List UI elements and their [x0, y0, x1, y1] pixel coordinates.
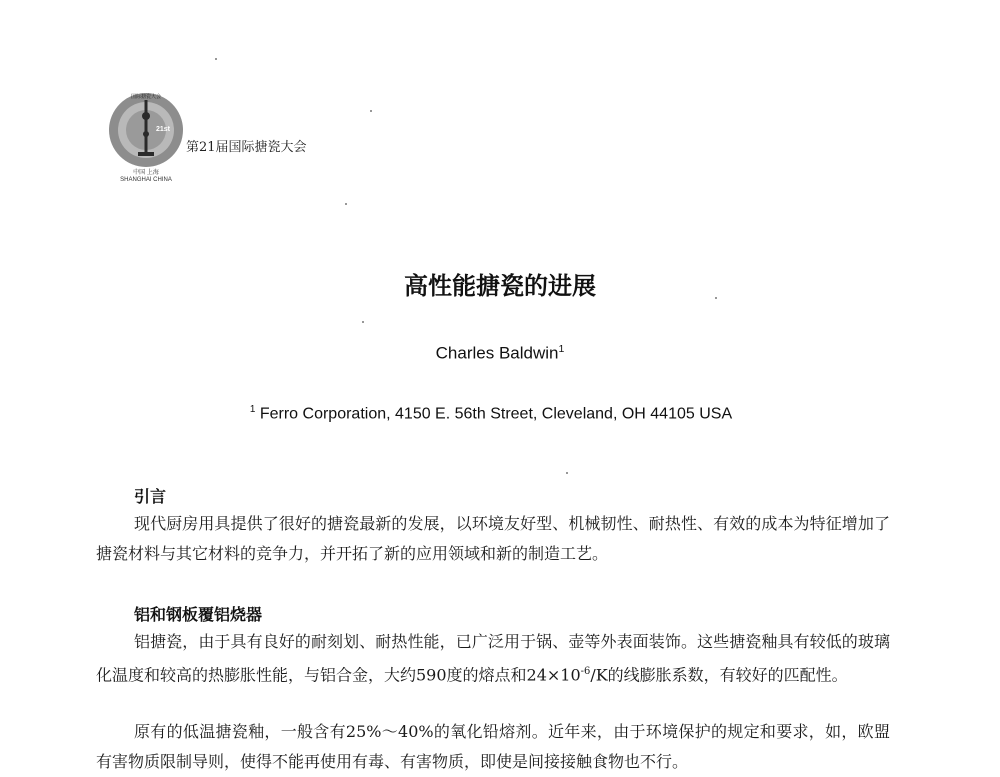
scan-speck — [215, 58, 217, 60]
author-line — [0, 343, 1000, 364]
scan-speck — [370, 110, 372, 112]
logo-caption-en: SHANGHAI CHINA — [120, 177, 172, 183]
affiliation-line — [0, 404, 982, 423]
scan-speck — [715, 297, 717, 299]
section-heading-intro: 引言 — [134, 487, 167, 506]
logo-top-text: 国际搪瓷大会 — [130, 94, 162, 100]
scan-speck — [345, 203, 347, 205]
aluminum-paragraph-2: 原有的低温搪瓷釉，一般含有25%～40%的氧化铅熔剂。近年来，由于环境保护的规定和要求，如，欧盟有害物质限制导则，使得不能再使用有毒、有害物质，即使是间接接触食物也不行。 — [96, 722, 890, 771]
section-heading-aluminum: 铝和钢板覆铝烧器 — [134, 605, 263, 624]
affiliation-superscript: 1 — [249, 404, 256, 415]
scan-speck — [566, 472, 568, 474]
paper-title: 高性能搪瓷的进展 — [404, 272, 596, 300]
author-superscript: 1 — [558, 343, 565, 355]
exponent: -6 — [580, 666, 591, 677]
logo-caption — [110, 170, 182, 184]
scan-speck — [362, 321, 364, 323]
logo-badge-text: 21st — [156, 126, 171, 133]
aluminum-paragraph-1 — [96, 627, 890, 690]
logo-caption-cn: 中国 上海 — [133, 170, 159, 176]
aluminum-paragraph-1-tail: /K的线膨胀系数，有较好的匹配性。 — [590, 665, 848, 685]
aluminum-paragraph-1-text: 铝搪瓷，由于具有良好的耐刻划、耐热性能，已广泛用于锅、壶等外表面装饰。这些搪瓷釉具有较低的玻璃化温度和较高的热膨胀性能，与铝合金，大约590度的熔点和24×10 — [96, 632, 890, 685]
intro-paragraph: 现代厨房用具提供了很好的搪瓷最新的发展，以环境友好型、机械韧性、耐热性、有效的成本为特征增加了搪瓷材料与其它材料的竞争力，并开拓了新的应用领域和新的制造工艺。 — [96, 514, 890, 563]
conference-name: 第21届国际搪瓷大会 — [186, 140, 307, 155]
congress-logo — [106, 90, 186, 170]
author-name: Charles Baldwin — [435, 343, 559, 363]
affiliation-text: Ferro Corporation, 4150 E. 56th Street, Cleveland, OH 44105 USA — [255, 405, 733, 423]
